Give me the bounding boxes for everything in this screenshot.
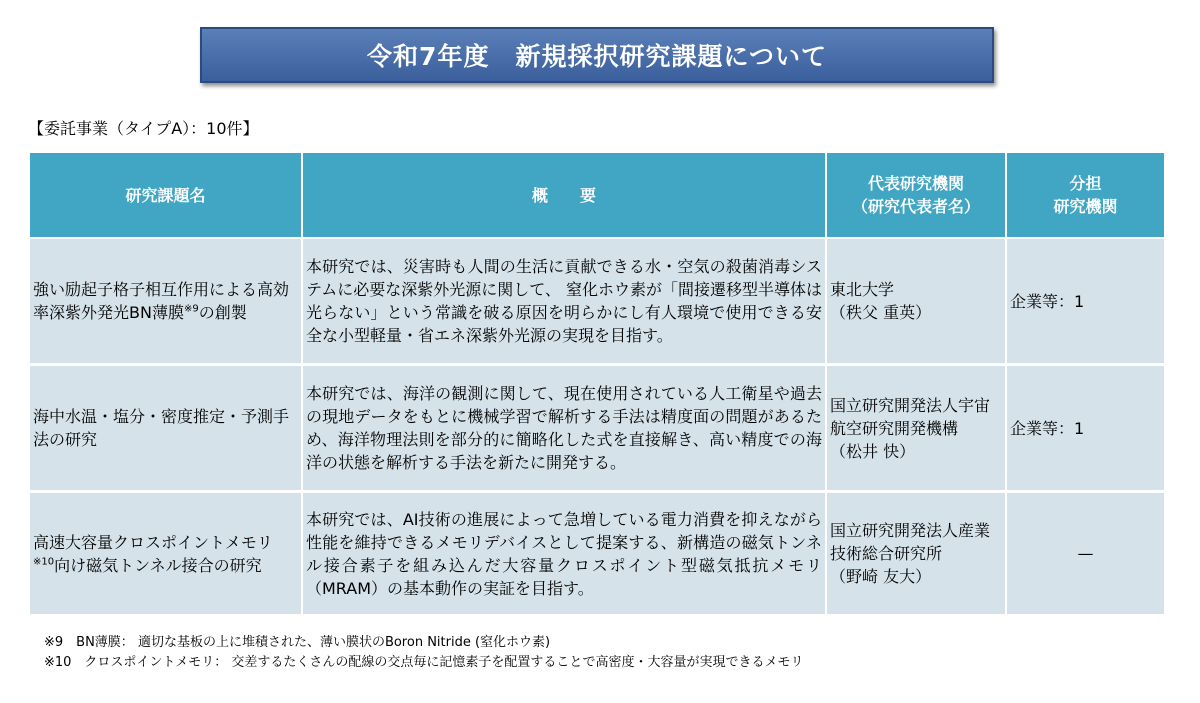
section-label: 【委託事業（タイプA）：10件】 xyxy=(28,119,259,138)
footnote-ref: ※9 xyxy=(183,303,199,315)
partner-institution: 企業等：1 xyxy=(1006,365,1164,492)
research-topics-table xyxy=(30,153,1164,617)
lead-institution xyxy=(826,238,1006,365)
header-overview: 概 要 xyxy=(302,153,826,238)
header-title: 研究課題名 xyxy=(30,153,302,238)
header-partner xyxy=(1006,153,1164,238)
topic-title xyxy=(30,365,302,492)
lead-org-name: 東北大学 xyxy=(830,280,895,299)
header-lead-org xyxy=(826,153,1006,238)
topic-overview: 本研究では、海洋の観測に関して、現在使用されている人工衛星や過去の現地データをもとに機械学習で解析する手法は精度面の問題があるため、海洋物理法則を部分的に簡略化した式を直接解き、高い精度での海洋の状態を解析する手法を新たに開発する。 xyxy=(302,365,826,492)
lead-researcher: （野崎 友大） xyxy=(830,567,932,586)
topic-overview: 本研究では、災害時も人間の生活に貢献できる水・空気の殺菌消毒システムに必要な深紫外光源に関して、 窒化ホウ素が「間接遷移型半導体は光らない」という常識を破る原因を明らかにし有人環境で使用できる安全な小型軽量・省エネ深紫外光源の実現を目指す。 xyxy=(302,238,826,365)
lead-researcher: （秩父 重英） xyxy=(830,303,932,322)
lead-researcher: （松井 快） xyxy=(830,441,916,461)
topic-overview: 本研究では、AI技術の進展によって急増している電力消費を抑えながら性能を維持できるメモリデバイスとして提案する、新構造の磁気トンネル接合素子を組み込んだ大容量クロスポイント型磁気抵抗メモリ（MRAM）の基本動作の実証を目指す。 xyxy=(302,492,826,616)
table-row xyxy=(30,238,1164,365)
partner-institution: 企業等：1 xyxy=(1006,238,1164,365)
header-lead-org-line1: 代表研究機関 xyxy=(867,174,964,193)
lead-org-name: 国立研究開発法人宇宙航空研究開発機構 xyxy=(830,395,991,438)
lead-institution xyxy=(826,365,1006,492)
header-lead-org-line2: （研究代表者名） xyxy=(851,197,980,216)
topic-title-text-end: 向け磁気トンネル接合の研究 xyxy=(54,555,262,575)
table-row xyxy=(30,492,1164,616)
page-title-banner xyxy=(200,27,994,83)
footnote-9: ※9 BN薄膜： 適切な基板の上に堆積された、薄い膜状のBoron Nitride (窒化ホウ素) xyxy=(44,635,551,650)
topic-title-text: 高速大容量クロスポイントメモリ xyxy=(33,532,273,552)
lead-org-name: 国立研究開発法人産業技術総合研究所 xyxy=(830,521,991,563)
footnote-ref: ※10 xyxy=(33,556,55,568)
topic-title xyxy=(30,238,302,365)
topic-title-text: 強い励起子格子相互作用による高効率深紫外発光BN薄膜 xyxy=(33,280,290,322)
header-partner-line1: 分担 xyxy=(1069,174,1102,193)
topic-title xyxy=(30,492,302,616)
topic-title-text: 海中水温・塩分・密度推定・予測手法の研究 xyxy=(33,407,290,449)
partner-institution: — xyxy=(1006,492,1164,616)
topic-title-text-end: の創製 xyxy=(198,303,247,322)
table-header-row xyxy=(30,153,1164,238)
footnote-10: ※10 クロスポイントメモリ： 交差するたくさんの配線の交点毎に記憶素子を配置することで高密度・大容量が実現できるメモリ xyxy=(44,655,804,670)
page-title: 令和7年度 新規採択研究課題について xyxy=(367,42,827,71)
table-row xyxy=(30,365,1164,492)
lead-institution xyxy=(826,492,1006,616)
header-partner-line2: 研究機関 xyxy=(1053,197,1118,216)
